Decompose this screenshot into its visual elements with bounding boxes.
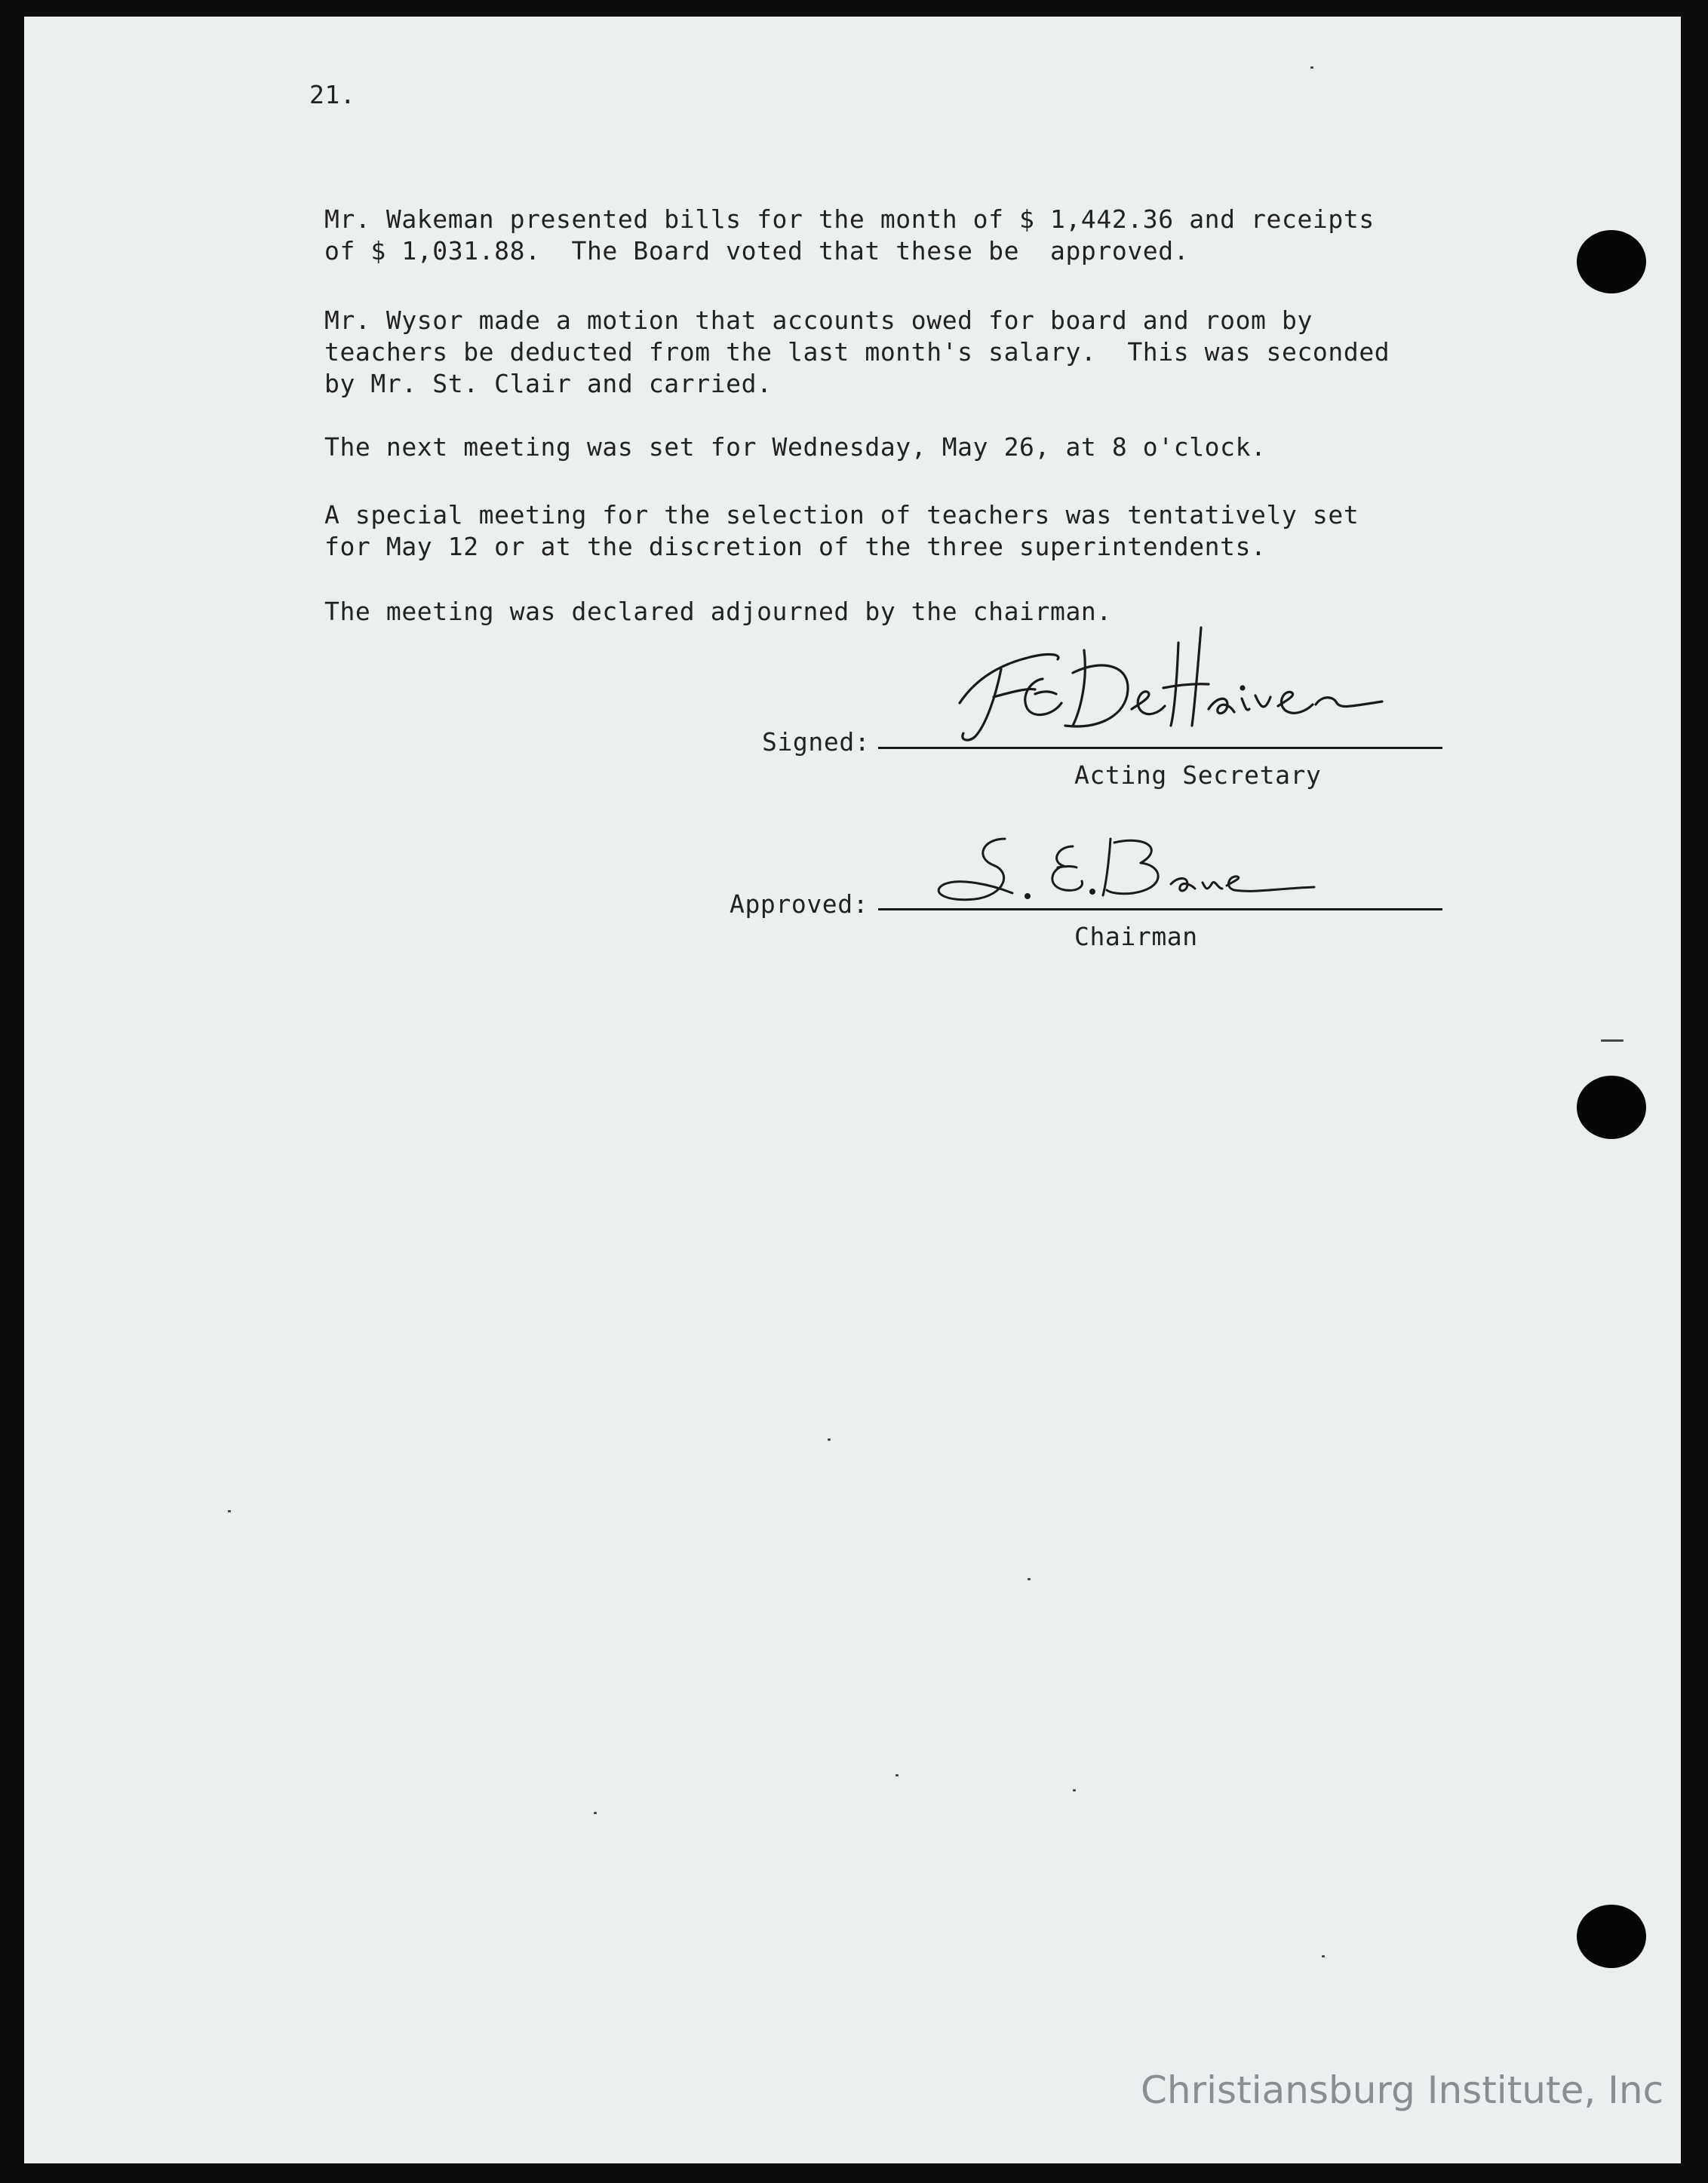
paragraph-motion: Mr. Wysor made a motion that accounts owed for board and room by teachers be deducted from the last month's salary. This was seconded by Mr. St. Clair and carried. (324, 305, 1390, 398)
paragraph-adjourned: The meeting was declared adjourned by the chairman. (324, 597, 1112, 626)
document-page (24, 17, 1681, 2163)
signed-label: Signed: (762, 727, 871, 757)
chairman-role-label: Chairman (1074, 922, 1198, 951)
secretary-signature-line (878, 747, 1442, 749)
paragraph-special-meeting: A special meeting for the selection of teachers was tentatively set for May 12 or at the discretion of the three superintendents. (324, 500, 1359, 561)
binder-hole-middle (1577, 1076, 1646, 1139)
paragraph-next-meeting: The next meeting was set for Wednesday, May 26, at 8 o'clock. (324, 432, 1267, 462)
paper-speck (1601, 1039, 1624, 1042)
paper-speck (1310, 66, 1313, 69)
secretary-signature (929, 613, 1412, 763)
paper-speck (594, 1812, 597, 1814)
chairman-signature-line (878, 908, 1442, 910)
binder-hole-bottom (1577, 1905, 1646, 1968)
paragraph-bills: Mr. Wakeman presented bills for the month of $ 1,442.36 and receipts of $ 1,031.88. The Board voted that these be approved. (324, 204, 1375, 266)
paper-speck (1028, 1578, 1031, 1580)
watermark-text: Christiansburg Institute, Inc (1141, 2068, 1664, 2112)
secretary-role-label: Acting Secretary (1074, 760, 1322, 790)
chairman-signature (922, 824, 1344, 929)
page-number: 21. (309, 80, 356, 109)
binder-hole-top (1577, 230, 1646, 293)
paper-speck (895, 1774, 899, 1776)
paper-speck (228, 1510, 231, 1512)
paper-speck (1073, 1789, 1076, 1792)
approved-label: Approved: (730, 889, 869, 919)
paper-speck (1322, 1955, 1325, 1957)
paper-speck (828, 1438, 831, 1441)
